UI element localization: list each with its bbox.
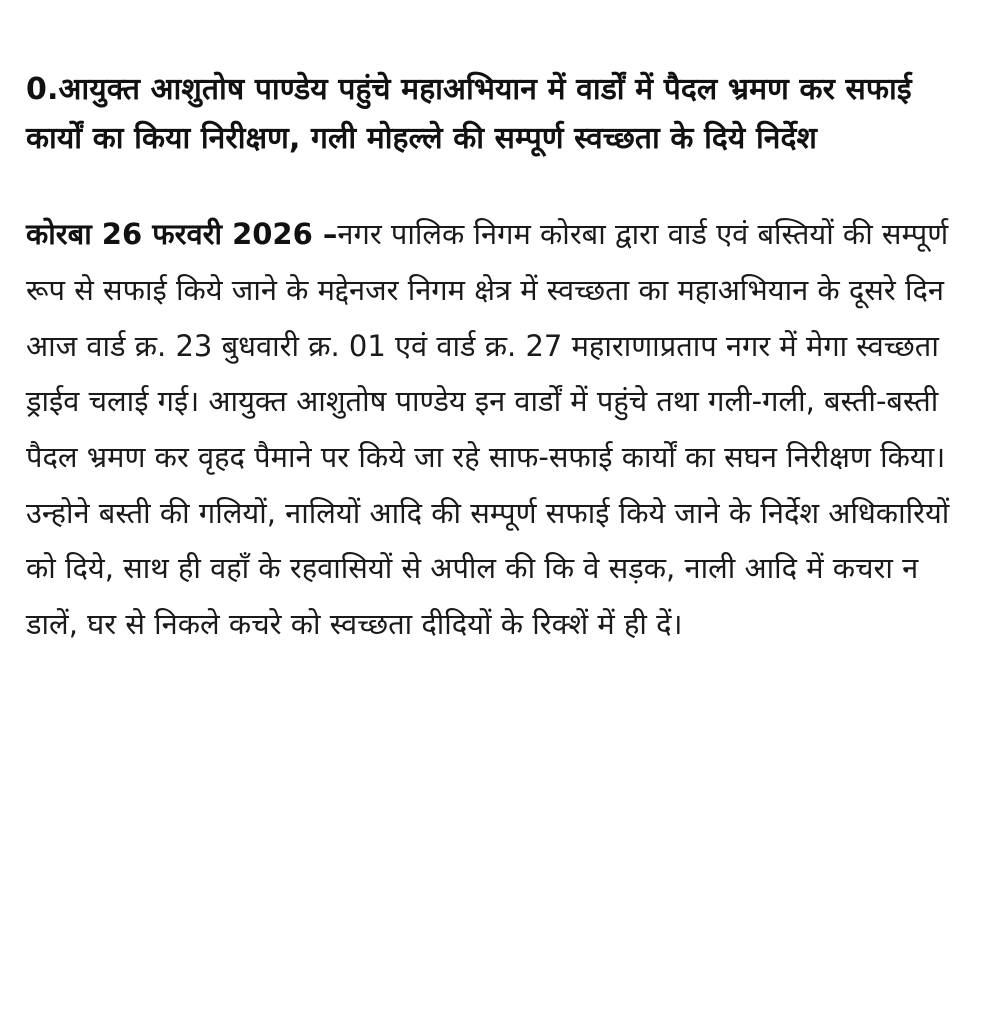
article-headline: 0.आयुक्त आशुतोष पाण्डेय पहुंचे महाअभियान में वार्डों में पैदल भ्रमण कर सफाई कार्यों का किया निरीक्षण, गली मोहल्ले की सम्पूर्ण स्वच्छता के दिये निर्देश xyxy=(26,72,912,156)
article-dateline: कोरबा 26 फरवरी 2026 – xyxy=(26,217,338,252)
article-paragraph xyxy=(26,207,972,652)
article-body-text: नगर पालिक निगम कोरबा द्वारा वार्ड एवं बस्तियों की सम्पूर्ण रूप से सफाई किये जाने के मद्देनजर निगम क्षेत्र में स्वच्छता का महाअभियान के दूसरे दिन आज वार्ड क्र. 23 बुधवारी क्र. 01 एवं वार्ड क्र. 27 महाराणाप्रताप नगर में मेगा स्वच्छता ड्राईव चलाई गई। आयुक्त आशुतोष पाण्डेय इन वार्डों में पहुंचे तथा गली-गली, बस्ती-बस्ती पैदल भ्रमण कर वृहद पैमाने पर किये जा रहे साफ-सफाई कार्यों का सघन निरीक्षण किया। उन्होने बस्ती की गलियों, नालियों आदि की सम्पूर्ण सफाई किये जाने के निर्देश अधिकारियों को दिये, साथ ही वहाँ के रहवासियों से अपील की कि वे सड़क, नाली आदि में कचरा न डालें, घर से निकले कचरे को स्वच्छता दीदियों के रिक्शें में ही दें। xyxy=(26,217,950,641)
article-body xyxy=(26,207,972,652)
